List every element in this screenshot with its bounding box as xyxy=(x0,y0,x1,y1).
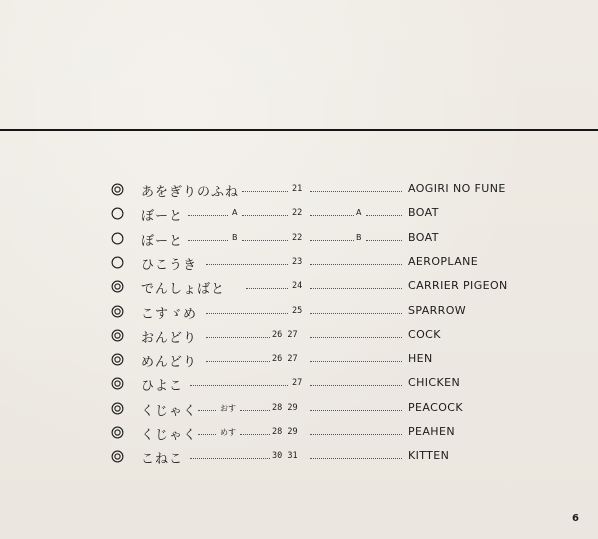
double-circle-icon xyxy=(111,305,124,318)
entry-title-en: BOAT xyxy=(408,206,439,220)
double-circle-icon xyxy=(111,426,124,439)
entry-title-jp: めんどり xyxy=(141,355,198,371)
leader-dots xyxy=(206,313,288,314)
entry-variant: おす xyxy=(220,403,236,413)
entry-pages: 21 xyxy=(292,184,303,194)
toc-entry[interactable] xyxy=(0,302,598,322)
double-circle-icon xyxy=(111,183,124,196)
entry-title-jp: でんしょばと xyxy=(141,282,226,298)
entry-title-en: AEROPLANE xyxy=(408,254,479,268)
entry-title-jp: おんどり xyxy=(141,330,198,346)
page-number: 6 xyxy=(572,513,579,524)
leader-dots xyxy=(188,240,228,241)
leader-dots xyxy=(310,385,402,386)
leader-dots xyxy=(310,361,402,362)
entry-title-en: AOGIRI NO FUNE xyxy=(408,182,506,195)
leader-dots xyxy=(198,434,216,435)
leader-dots xyxy=(366,240,402,241)
entry-title-en: CHICKEN xyxy=(408,376,461,390)
double-circle-icon xyxy=(111,377,124,390)
entry-title-jp: くじゃく xyxy=(141,428,198,443)
toc-entry[interactable] xyxy=(0,277,598,297)
leader-dots xyxy=(310,288,402,289)
entry-title-jp: ひよこ xyxy=(141,379,184,395)
leader-dots xyxy=(242,191,288,192)
leader-dots xyxy=(310,313,402,314)
entry-variant: B xyxy=(232,232,238,242)
entry-title-jp: ぼーと xyxy=(141,209,184,225)
entry-title-en: PEAHEN xyxy=(408,425,455,438)
leader-dots xyxy=(198,410,216,411)
entry-title-en: KITTEN xyxy=(408,449,450,463)
toc-entry[interactable] xyxy=(0,180,598,200)
entry-pages: 26 27 xyxy=(272,329,298,340)
leader-dots xyxy=(366,215,402,216)
entry-pages: 24 xyxy=(292,281,303,292)
entry-title-jp: こねこ xyxy=(141,452,184,468)
entry-variant: めす xyxy=(220,428,236,437)
leader-dots xyxy=(310,337,402,338)
entry-title-en: BOAT xyxy=(408,230,439,244)
entry-variant: B xyxy=(356,232,362,242)
entry-pages: 23 xyxy=(292,256,303,267)
entry-pages: 30 31 xyxy=(272,451,298,462)
double-circle-icon xyxy=(111,280,124,293)
entry-title-jp: ひこうき xyxy=(141,257,198,273)
toc-entry[interactable] xyxy=(0,374,598,394)
entry-pages: 25 xyxy=(292,305,303,316)
entry-title-jp: ぼーと xyxy=(141,233,184,249)
toc-entry[interactable] xyxy=(0,447,598,467)
double-circle-icon xyxy=(111,353,124,366)
leader-dots xyxy=(310,458,402,459)
leader-dots xyxy=(310,434,402,435)
entry-pages: 26 27 xyxy=(272,354,298,365)
leader-dots xyxy=(240,434,270,435)
leader-dots xyxy=(246,288,288,289)
entry-variant: A xyxy=(356,208,362,218)
entry-title-jp: こすゞめ xyxy=(141,306,198,322)
entry-title-jp: あをぎりのふね xyxy=(141,185,240,200)
toc-entry[interactable] xyxy=(0,399,598,419)
leader-dots xyxy=(206,264,288,265)
toc-entry[interactable] xyxy=(0,350,598,370)
entry-title-en: HEN xyxy=(408,352,433,366)
leader-dots xyxy=(206,337,270,338)
entry-pages: 22 xyxy=(292,232,303,243)
entry-title-en: SPARROW xyxy=(408,303,467,317)
leader-dots xyxy=(242,240,288,241)
leader-dots xyxy=(206,361,270,362)
horizontal-rule xyxy=(0,129,598,131)
leader-dots xyxy=(310,410,402,411)
leader-dots xyxy=(310,264,402,265)
toc-entry[interactable] xyxy=(0,326,598,346)
toc-entry[interactable] xyxy=(0,229,598,249)
leader-dots xyxy=(188,215,228,216)
leader-dots xyxy=(240,410,270,411)
double-circle-icon xyxy=(111,402,124,415)
entry-pages: 22 xyxy=(292,208,303,219)
circle-icon xyxy=(111,232,124,245)
leader-dots xyxy=(190,458,270,459)
circle-icon xyxy=(111,207,124,220)
entry-title-en: COCK xyxy=(408,327,441,341)
double-circle-icon xyxy=(111,329,124,342)
entry-pages: 28 29 xyxy=(272,402,298,413)
leader-dots xyxy=(310,191,402,192)
entry-title-jp: くじゃく xyxy=(141,403,198,419)
leader-dots xyxy=(190,385,288,386)
leader-dots xyxy=(310,215,354,216)
entry-title-en: CARRIER PIGEON xyxy=(408,279,508,293)
toc-entry[interactable] xyxy=(0,204,598,224)
leader-dots xyxy=(242,215,288,216)
entry-title-en: PEACOCK xyxy=(408,400,463,414)
entry-variant: A xyxy=(232,208,238,218)
circle-icon xyxy=(111,256,124,269)
leader-dots xyxy=(310,240,354,241)
entry-pages: 28 29 xyxy=(272,427,298,437)
toc-entry[interactable] xyxy=(0,423,598,443)
toc-entry[interactable] xyxy=(0,253,598,273)
entry-pages: 27 xyxy=(292,378,303,389)
double-circle-icon xyxy=(111,450,124,463)
